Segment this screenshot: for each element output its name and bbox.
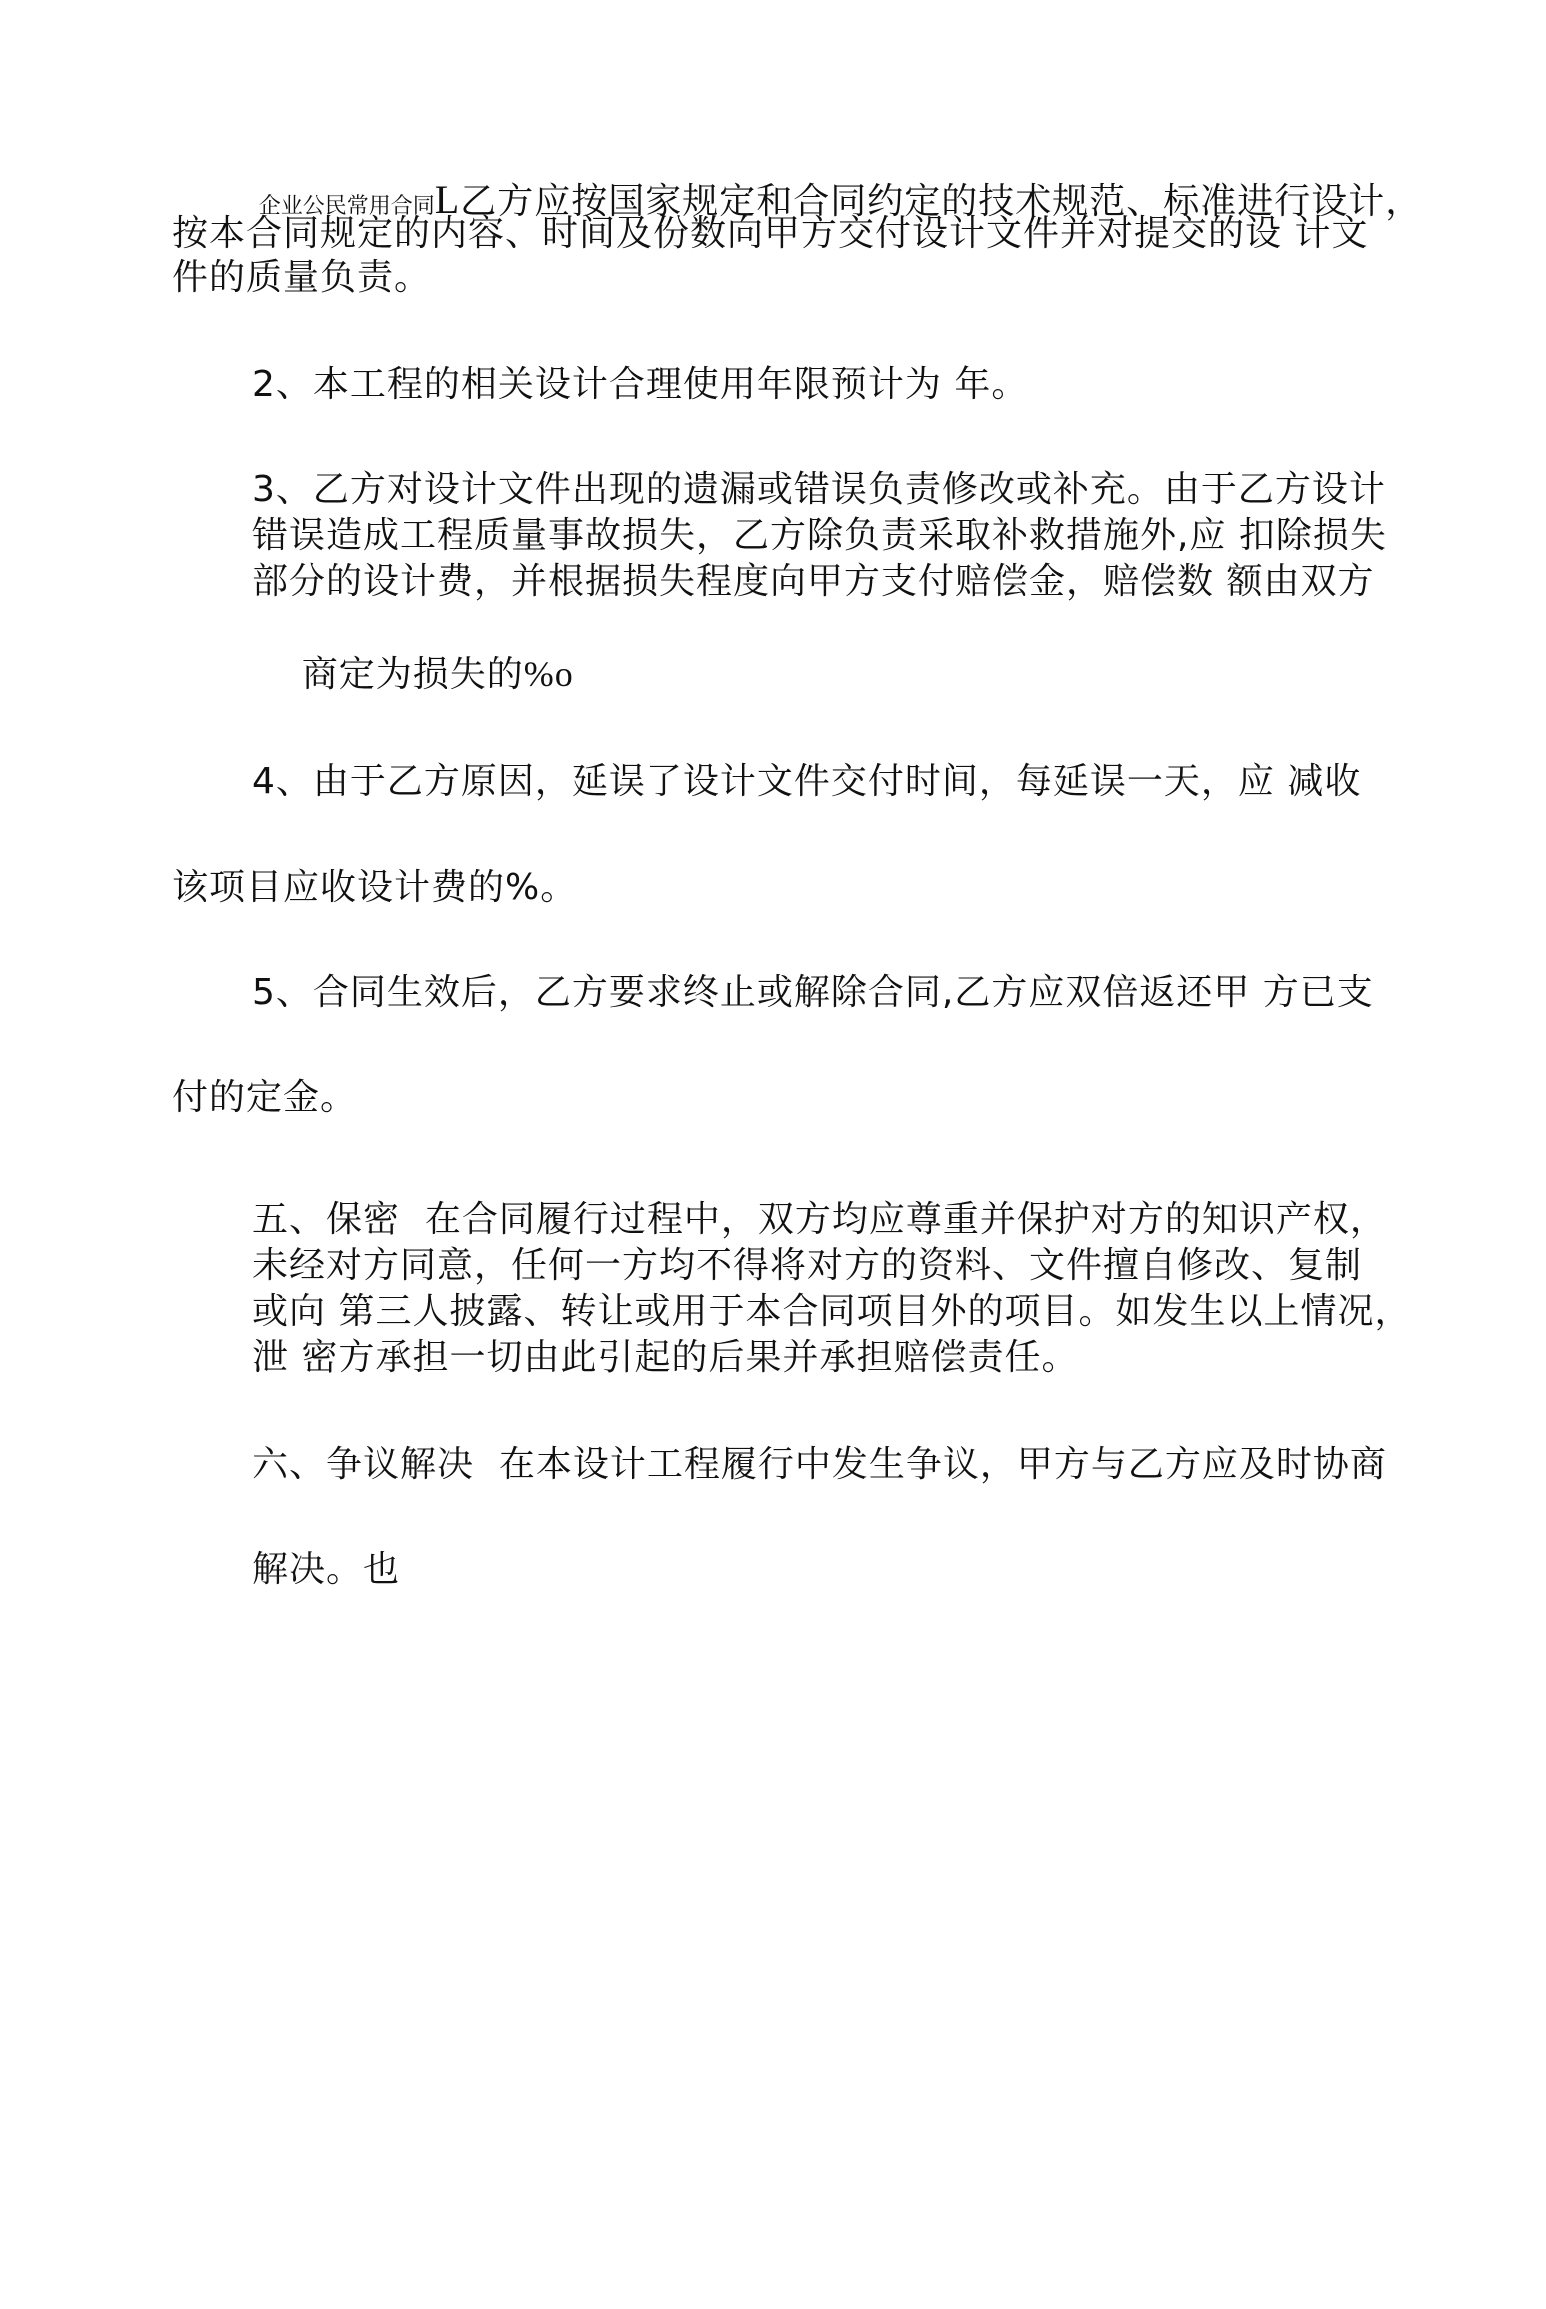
para4-line2: 该项目应收设计费的%。 — [172, 867, 578, 908]
section5-line3: 或向 第三人披露、转让或用于本合同项目外的项目。如发生以上情况， — [252, 1291, 1412, 1332]
para3-line4-text: 商定为损失的 — [301, 654, 524, 695]
para3-line1: 3、乙方对设计文件出现的遗漏或错误负责修改或补充。由于乙方设计 — [252, 469, 1386, 510]
header-prefix: 企业公民常用合同 — [258, 194, 435, 219]
para1-line3: 件的质量负责。 — [172, 257, 432, 298]
para4-line1: 4、由于乙方原因，延误了设计文件交付时间，每延误一天，应 减收 — [252, 761, 1362, 802]
header-l-mark: L — [434, 177, 461, 222]
section5-line1: 五、保密 在合同履行过程中，双方均应尊重并保护对方的知识产权， — [252, 1199, 1387, 1240]
para3-line4 — [252, 605, 574, 744]
section6-line2: 解决。也 — [252, 1549, 401, 1590]
header-text: 乙方应按国家规定和合同约定的技术规范、标准进行设计， — [460, 181, 1423, 222]
para3-line2: 错误造成工程质量事故损失，乙方除负责采取补救措施外,应 扣除损失 — [252, 515, 1387, 556]
para5-line2: 付的定金。 — [172, 1077, 358, 1118]
para3-line3: 部分的设计费，并根据损失程度向甲方支付赔偿金，赔偿数 额由双方 — [252, 561, 1375, 602]
section5-line2: 未经对方同意，任何一方均不得将对方的资料、文件擅自修改、复制 — [252, 1245, 1363, 1286]
para2-line1: 2、本工程的相关设计合理使用年限预计为 年。 — [252, 364, 1029, 405]
permille-symbol: %o — [523, 654, 574, 694]
section5-line4: 泄 密方承担一切由此引起的后果并承担赔偿责任。 — [252, 1337, 1079, 1378]
section6-line1: 六、争议解决 在本设计工程履行中发生争议，甲方与乙方应及时协商 — [252, 1444, 1387, 1485]
para1-line2: 按本合同规定的内容、时间及份数向甲方交付设计文件并对提交的设 计文 — [172, 213, 1369, 254]
para5-line1: 5、合同生效后，乙方要求终止或解除合同,乙方应双倍返还甲 方已支 — [252, 972, 1374, 1013]
